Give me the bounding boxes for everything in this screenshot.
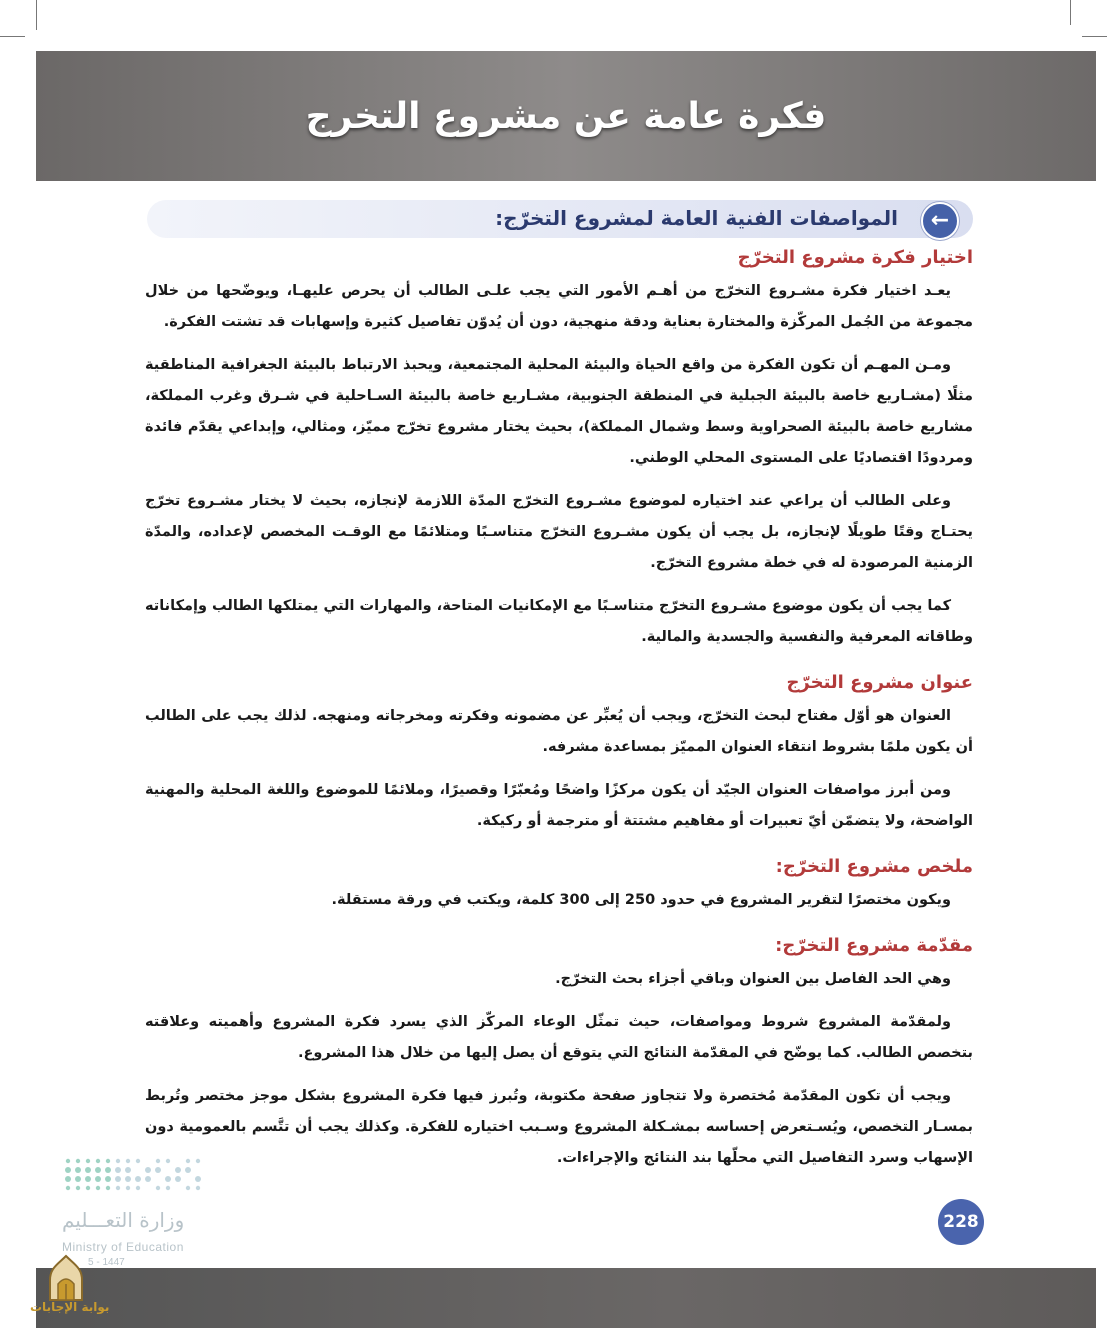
logo-dot (95, 1167, 101, 1173)
body-paragraph: وعلى الطالب أن يراعي عند اختياره لموضوع مشـروع التخرّج المدّة اللازمة لإنجازه، بحيث لا يختار مشـروع تخرّج يحتـاج وقتًا طويلًا لإنجازه، بل يجب أن يكون مشـروع التخرّج متناسـبًا ومتلائمًا مع الوقـت المخصص لإعداده، والمدّة الزمنية المرصودة له في خطة مشروع التخرّج. (145, 493, 973, 571)
logo-dot (125, 1167, 131, 1173)
logo-dot (115, 1167, 121, 1173)
logo-dot (75, 1176, 81, 1182)
logo-dot (96, 1186, 100, 1190)
logo-dot (76, 1159, 80, 1163)
body-paragraph: ويجب أن تكون المقدّمة مُختصرة ولا تتجاوز صفحة مكتوبة، وتُبرز فيها فكرة المشروع بشكل موجز مختصر وتُربط بمسـار التخصص، ويُسـتعرض إحساسه بمشـكلة المشروع وسـبب اختياره للفكرة. وكذلك يجب أن تتَّسم بالعمومية دون الإسهاب وسرد التفاصيل التي محلّها بند النتائج والإجراءات. (145, 1088, 973, 1166)
logo-dot (145, 1176, 151, 1182)
logo-dot (166, 1159, 170, 1163)
body-paragraph: العنوان هو أوّل مفتاح لبحث التخرّج، ويجب أن يُعبِّر عن مضمونه وفكرته ومخرجاته ومنهجه. لذلك يجب على الطالب أن يكون ملمًا بشروط انتقاء العنوان المميّز بمساعدة مشرفه. (145, 708, 973, 755)
crop-mark (36, 0, 37, 30)
logo-dot (75, 1167, 81, 1173)
logo-dot (126, 1186, 130, 1190)
logo-dot (135, 1176, 141, 1182)
logo-dot (96, 1159, 100, 1163)
body-paragraph: ومن أبرز مواصفات العنوان الجيّد أن يكون مركزًا واضحًا ومُعبّرًا وقصيرًا، وملائمًا للموضوع واللغة المحلية والمهنية الواضحة، ولا يتضمّن أيّ تعبيرات أو مفاهيم مشتتة أو مترجمة أو ركيكة. (145, 782, 973, 829)
ministry-logo-icon (62, 1156, 202, 1196)
logo-dot (86, 1186, 90, 1190)
subsection-heading: مقدّمة مشروع التخرّج: (775, 935, 973, 956)
crop-mark (0, 36, 25, 37)
logo-dot (76, 1186, 80, 1190)
logo-dot (106, 1186, 110, 1190)
logo-dot (95, 1176, 101, 1182)
footer-band (36, 1268, 1096, 1328)
logo-dot (116, 1186, 120, 1190)
logo-dot (155, 1167, 161, 1173)
logo-dot (165, 1176, 171, 1182)
logo-dot (185, 1167, 191, 1173)
logo-dot (65, 1167, 71, 1173)
subsection-heading: اختيار فكرة مشروع التخرّج (737, 247, 973, 268)
crop-mark (1070, 0, 1071, 25)
ministry-name-english: Ministry of Education (62, 1240, 184, 1254)
logo-dot (65, 1176, 71, 1182)
logo-dot (86, 1159, 90, 1163)
page-number: 228 (938, 1199, 984, 1245)
logo-dot (166, 1186, 170, 1190)
watermark-text: بوابة الإجابات (30, 1300, 110, 1314)
logo-dot (106, 1159, 110, 1163)
edition-year: 5 - 1447 (88, 1257, 125, 1268)
logo-dot (186, 1159, 190, 1163)
body-paragraph: ومـن المهـم أن تكون الفكرة من واقع الحياة والبيئة المحلية المجتمعية، ويحبذ الارتباط بالبيئة الجغرافية المناطقية مثلًا (مشـاريع خاصة بالبيئة الجبلية في المنطقة الجنوبية، مشـاريع خاصة بالبيئة السـاحلية في شـرق وغرب المملكة، مشاريع خاصة بالبيئة الصحراوية وسط وشمال المملكة)، بحيث يختار مشروع تخرّج مميّز، ومثالي، وإبداعي يقدّم فائدة ومردودًا اقتصاديًا على المستوى المحلي الوطني. (145, 357, 973, 466)
body-paragraph: يعـد اختيار فكرة مشـروع التخرّج من أهـم الأمور التي يجب علـى الطالب أن يحرص عليهـا، ويوضّحها من خلال مجموعة من الجُمل المركّزة والمختارة بعناية ودقة منهجية، دون أن يُدوّن تفاصيل كثيرة وإسهابات قد تشتت الفكرة. (145, 283, 973, 330)
ministry-name-arabic: وزارة التعـــليم (62, 1208, 185, 1232)
section-title: المواصفات الفنية العامة لمشروع التخرّج: (495, 206, 898, 230)
logo-dot (186, 1186, 190, 1190)
logo-dot (66, 1159, 70, 1163)
subsection-heading: ملخص مشروع التخرّج: (775, 856, 973, 877)
logo-dot (116, 1159, 120, 1163)
watermark-mosque-icon (44, 1254, 88, 1304)
logo-dot (126, 1159, 130, 1163)
body-paragraph: كما يجب أن يكون موضوع مشـروع التخرّج متناسـبًا مع الإمكانيات المتاحة، والمهارات التي يمتلكها الطالب وإمكاناته وطاقاته المعرفية والنفسية والجسدية والمالية. (145, 598, 973, 645)
logo-dot (136, 1186, 140, 1190)
crop-mark (1082, 36, 1107, 37)
logo-dot (85, 1176, 91, 1182)
logo-dot (156, 1186, 160, 1190)
body-paragraph: ولمقدّمة المشروع شروط ومواصفات، حيث تمثّل الوعاء المركّز الذي يسرد فكرة المشروع وأهميته وعلاقته بتخصص الطالب. كما يوضّح في المقدّمة النتائج التي يتوقع أن يصل إليها من خلال هذا المشروع. (145, 1014, 973, 1061)
subsection-heading: عنوان مشروع التخرّج (786, 672, 973, 693)
logo-dot (115, 1176, 121, 1182)
logo-dot (175, 1167, 181, 1173)
article-body (145, 240, 973, 1186)
logo-dot (136, 1159, 140, 1163)
logo-dot (66, 1186, 70, 1190)
body-paragraph: وهي الحد الفاصل بين العنوان وباقي أجزاء بحث التخرّج. (555, 971, 951, 987)
logo-dot (196, 1159, 200, 1163)
logo-dot (105, 1167, 111, 1173)
logo-dot (175, 1176, 181, 1182)
logo-dot (145, 1167, 151, 1173)
page-title: فكرة عامة عن مشروع التخرج (305, 95, 827, 137)
body-paragraph: ويكون مختصرًا لتقرير المشروع في حدود 250 إلى 300 كلمة، ويكتب في ورقة مستقلة. (331, 892, 951, 908)
arrow-left-icon: ← (921, 202, 959, 240)
chapter-banner (36, 51, 1096, 181)
logo-dot (195, 1176, 201, 1182)
logo-dot (105, 1176, 111, 1182)
logo-dot (125, 1176, 131, 1182)
logo-dot (156, 1159, 160, 1163)
logo-dot (85, 1167, 91, 1173)
logo-dot (196, 1186, 200, 1190)
section-header (147, 200, 973, 238)
